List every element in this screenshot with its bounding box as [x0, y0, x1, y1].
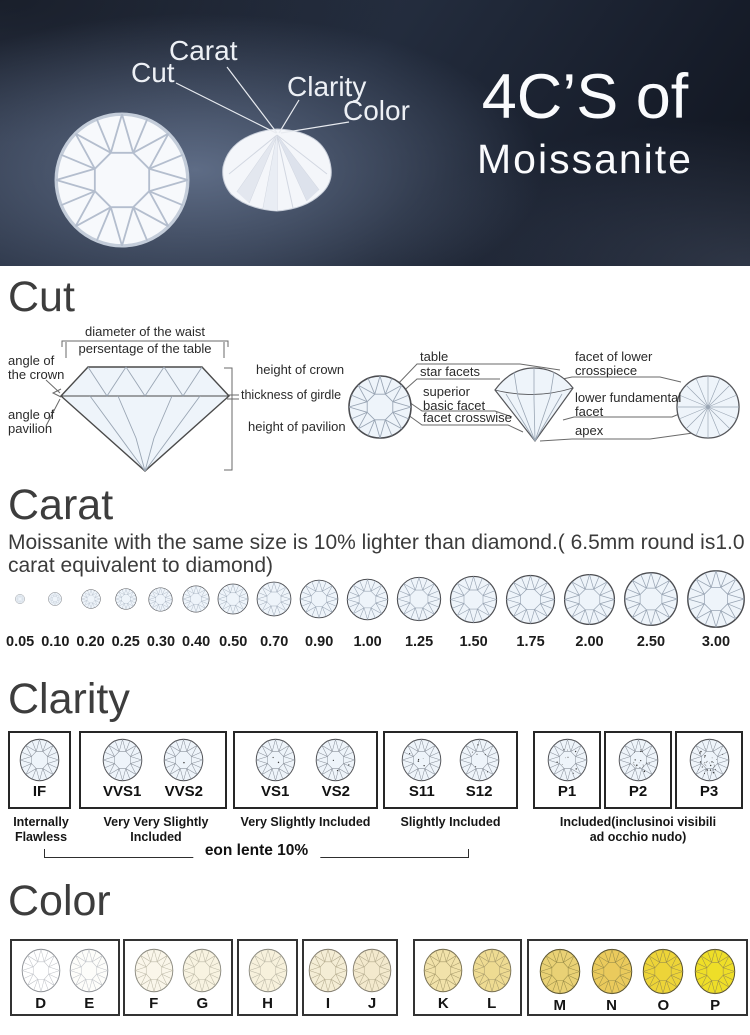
clarity-heading: Clarity — [8, 675, 130, 723]
carat-size-item — [396, 568, 442, 650]
gem-icon — [686, 569, 746, 629]
clarity-caption: Very Very Slightly Included — [103, 815, 209, 844]
label-angle-pavilion: angle of pavilion — [8, 407, 55, 437]
gem-icon — [182, 948, 222, 993]
gem-icon — [69, 948, 109, 993]
color-grade-box — [123, 939, 233, 1016]
cut-heading: Cut — [8, 273, 75, 321]
gem-icon — [102, 738, 143, 782]
gem-icon — [591, 948, 633, 995]
clarity-grade-label: VVS2 — [164, 783, 203, 800]
color-grade-letter: D — [35, 995, 47, 1012]
color-grade-letter: O — [657, 997, 670, 1014]
gem-icon — [694, 948, 736, 995]
gem-icon — [401, 738, 442, 782]
carat-size-item — [256, 568, 292, 650]
clarity-grade-box — [233, 731, 378, 809]
carat-size-label: 0.70 — [260, 634, 289, 650]
gem-icon — [539, 948, 581, 995]
carat-size-item — [346, 568, 389, 650]
gem-icon — [618, 738, 659, 782]
gem-icon — [547, 738, 588, 782]
clarity-grade-label: VS2 — [321, 783, 350, 800]
clarity-grade-label: P1 — [557, 783, 577, 800]
clarity-grade-label: P2 — [628, 783, 648, 800]
color-grade-letter: N — [606, 997, 618, 1014]
clarity-stone — [401, 733, 442, 800]
color-grade-box — [237, 939, 298, 1016]
gem-icon — [505, 574, 556, 625]
carat-gem — [686, 568, 746, 630]
carat-size-label: 0.25 — [111, 634, 140, 650]
color-stone — [69, 941, 109, 1012]
color-grade-letter: L — [487, 995, 497, 1012]
clarity-caption: Included(inclusinoi visibili ad occhio nudo) — [559, 815, 717, 844]
gem-icon — [81, 589, 101, 609]
carat-gem — [217, 568, 249, 630]
color-grade-letter: I — [325, 995, 331, 1012]
gem-icon — [308, 948, 348, 993]
color-grade-box — [10, 939, 120, 1016]
carat-gem — [449, 568, 498, 630]
color-stone — [308, 941, 348, 1012]
gem-icon — [182, 585, 210, 613]
carat-size-item — [182, 568, 210, 650]
loupe-bracket — [44, 842, 469, 859]
gem-icon — [115, 588, 137, 610]
gem-icon — [623, 571, 679, 627]
clarity-grade-box — [675, 731, 743, 809]
carat-size-label: 0.05 — [6, 634, 35, 650]
gem-icon — [217, 583, 249, 615]
gem-icon — [15, 594, 25, 604]
color-stone — [591, 941, 633, 1014]
carat-gem — [299, 568, 339, 630]
clarity-grade-box — [533, 731, 601, 809]
callout-carat: Carat — [169, 35, 238, 66]
color-stone — [472, 941, 512, 1012]
gem-icon — [472, 948, 512, 993]
carat-size-label: 0.50 — [219, 634, 248, 650]
carat-size-label: 0.90 — [305, 634, 334, 650]
carat-size-item — [76, 568, 104, 650]
carat-size-label: 2.50 — [636, 634, 666, 650]
label-height-pavilion: height of pavilion — [248, 419, 346, 434]
carat-size-item — [505, 568, 556, 650]
color-stone — [352, 941, 392, 1012]
clarity-stone — [163, 733, 204, 800]
carat-size-item — [147, 568, 175, 650]
carat-size-label: 2.00 — [575, 634, 604, 650]
hero-title-line2: Moissanite — [477, 136, 693, 182]
carat-size-item — [6, 568, 34, 650]
gem-icon — [148, 587, 173, 612]
hero-title-line1: 4C’S of — [481, 62, 689, 132]
carat-gem — [15, 568, 25, 630]
carat-size-label: 0.40 — [182, 634, 211, 650]
gem-icon — [48, 592, 62, 606]
color-stone — [134, 941, 174, 1012]
callout-clarity: Clarity — [287, 71, 367, 102]
color-stone — [182, 941, 222, 1012]
clarity-stone — [689, 733, 730, 800]
label-table-percentage: persentage of the table — [78, 341, 212, 356]
clarity-grade-label: P3 — [699, 783, 719, 800]
loupe-bracket-label: eon lente 10% — [193, 842, 320, 860]
clarity-stone — [255, 733, 296, 800]
carat-size-item — [686, 568, 746, 650]
carat-gem — [563, 568, 616, 630]
gem-icon — [347, 374, 413, 440]
carat-row — [6, 568, 746, 650]
label-diameter-waist: diameter of the waist — [85, 324, 205, 339]
color-grade-letter: J — [367, 995, 377, 1012]
callout-color: Color — [343, 95, 410, 126]
color-stone — [694, 941, 736, 1014]
color-grade-letter: H — [262, 995, 273, 1012]
carat-gem — [346, 568, 389, 630]
label-height-crown: height of crown — [256, 362, 345, 377]
header-banner — [0, 0, 750, 266]
label-angle-crown: angle of the crown — [8, 353, 65, 383]
label-apex: apex — [575, 423, 604, 438]
color-grade-box — [302, 939, 398, 1016]
carat-size-item — [563, 568, 616, 650]
color-grade-letter: G — [196, 995, 209, 1012]
carat-size-item — [299, 568, 339, 650]
color-stone — [642, 941, 684, 1014]
carat-gem — [115, 568, 137, 630]
gem-icon — [396, 576, 442, 622]
clarity-grade-box — [8, 731, 71, 809]
carat-gem — [48, 568, 62, 630]
carat-gem — [81, 568, 101, 630]
carat-description: Moissanite with the same size is 10% lighter than diamond.( 6.5mm round is1.0 carat equivalent to diamond) — [8, 531, 745, 577]
clarity-grade-box — [383, 731, 518, 809]
gem-icon — [352, 948, 392, 993]
gem-icon — [134, 948, 174, 993]
clarity-stone — [459, 733, 500, 800]
color-stone — [423, 941, 463, 1012]
carat-size-label: 1.75 — [516, 634, 545, 650]
gem-icon — [449, 575, 498, 624]
carat-gem — [505, 568, 556, 630]
clarity-stone — [315, 733, 356, 800]
carat-gem — [623, 568, 679, 630]
carat-size-item — [623, 568, 679, 650]
clarity-caption: Very Slightly Included — [240, 815, 371, 829]
clarity-grade-box — [604, 731, 672, 809]
gem-icon — [423, 948, 463, 993]
color-grade-letter: F — [149, 995, 159, 1012]
clarity-grade-label: S12 — [465, 783, 493, 800]
diamond-3d-diagram — [494, 366, 574, 444]
clarity-stone — [547, 733, 588, 800]
clarity-stone — [102, 733, 143, 800]
label-star-facets: star facets — [420, 364, 480, 379]
gem-icon — [248, 948, 288, 993]
gem-icon — [256, 581, 292, 617]
clarity-stone — [618, 733, 659, 800]
label-thickness-girdle: thickness of girdle — [241, 388, 342, 402]
carat-size-label: 0.10 — [41, 634, 70, 650]
gem-icon — [346, 578, 389, 621]
clarity-stone — [19, 733, 60, 800]
carat-heading: Carat — [8, 481, 114, 529]
carat-gem — [396, 568, 442, 630]
gem-icon — [21, 948, 61, 993]
carat-size-label: 0.20 — [76, 634, 105, 650]
gem-icon — [255, 738, 296, 782]
carat-size-item — [112, 568, 140, 650]
carat-gem — [148, 568, 173, 630]
label-facet-lower-crosspiece: facet of lower crosspiece — [575, 349, 653, 379]
label-lower-fundamental-facet: lower fundamental facet — [575, 390, 682, 420]
carat-size-label: 1.50 — [459, 634, 488, 650]
color-grade-letter: K — [437, 995, 449, 1012]
carat-gem — [182, 568, 210, 630]
callout-cut: Cut — [131, 57, 175, 88]
clarity-grade-label: VVS1 — [102, 783, 142, 800]
clarity-caption: Internally Flawless — [13, 815, 69, 844]
clarity-grade-label: VS1 — [260, 783, 290, 800]
label-superior-basic-facet: superior basic facet — [423, 384, 486, 414]
gem-icon — [163, 738, 204, 782]
hero-title — [446, 62, 724, 182]
color-grade-letter: P — [710, 997, 721, 1014]
color-stone — [539, 941, 581, 1014]
color-grade-box — [413, 939, 522, 1016]
carat-size-label: 3.00 — [701, 634, 731, 650]
carat-size-label: 1.25 — [404, 634, 434, 650]
clarity-grade-label: S11 — [408, 783, 435, 800]
gem-icon — [19, 738, 60, 782]
clarity-grade-box — [79, 731, 227, 809]
carat-size-item — [41, 568, 69, 650]
color-grade-letter: E — [84, 995, 95, 1012]
color-stone — [248, 941, 288, 1012]
gem-icon — [689, 738, 730, 782]
gem-icon — [563, 573, 616, 626]
label-table: table — [420, 349, 449, 364]
color-grade-box — [527, 939, 748, 1016]
carat-size-item — [217, 568, 249, 650]
clarity-caption: Slightly Included — [400, 815, 501, 829]
gem-icon — [642, 948, 684, 995]
carat-size-label: 0.30 — [146, 634, 176, 650]
diamond-profile-diagram — [60, 366, 230, 472]
carat-gem — [256, 568, 292, 630]
color-stone — [21, 941, 61, 1012]
color-grade-letter: M — [553, 997, 567, 1014]
label-facet-crosswise: facet crosswise — [423, 410, 512, 425]
color-heading: Color — [8, 877, 111, 925]
diamond-top-view-diagram — [347, 374, 413, 445]
gem-icon — [299, 579, 339, 619]
gem-icon — [459, 738, 500, 782]
carat-size-item — [449, 568, 498, 650]
carat-size-label: 1.00 — [353, 634, 382, 650]
clarity-grade-label: IF — [32, 783, 47, 800]
gem-icon — [315, 738, 356, 782]
